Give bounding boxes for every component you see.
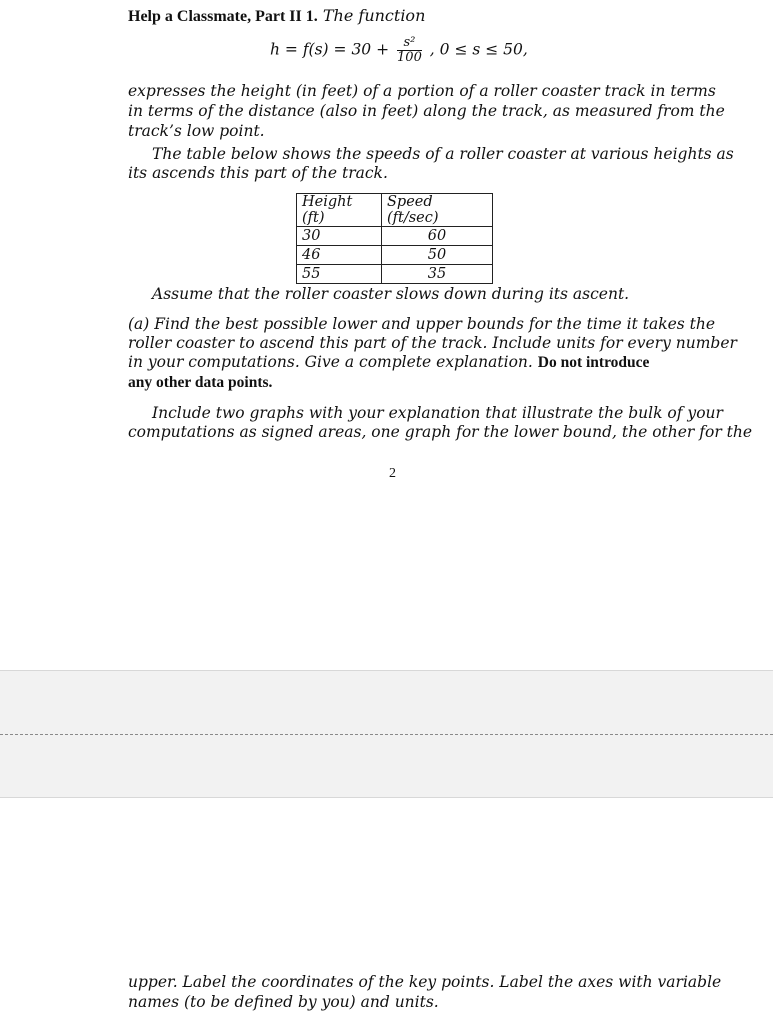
formula-numerator: s²	[397, 36, 422, 51]
paragraph1-line: track’s low point.	[128, 122, 265, 140]
table-header-row	[297, 194, 493, 227]
part-a-line: roller coaster to ascend this part of the track. Include units for every number	[128, 334, 737, 352]
table-header-height: Height (ft)	[297, 194, 382, 227]
table-row	[297, 265, 493, 284]
graphs-instruction-line: computations as signed areas, one graph for the lower bound, the other for the	[128, 423, 753, 441]
graphs-instruction-line: Include two graphs with your explanation that illustrate the bulk of your	[152, 404, 723, 422]
table-row	[297, 227, 493, 246]
assumption-text: Assume that the roller coaster slows down during its ascent.	[152, 285, 630, 303]
formula-denominator: 100	[397, 50, 422, 65]
page-break-gap	[0, 670, 773, 735]
table-cell-speed: 35	[382, 265, 493, 284]
table-cell-height: 55	[297, 265, 382, 284]
paragraph1-line: expresses the height (in feet) of a portion of a roller coaster track in terms	[128, 82, 716, 100]
paragraph1-line: in terms of the distance (also in feet) along the track, as measured from the	[128, 102, 725, 120]
table-row	[297, 246, 493, 265]
continuation-line: names (to be defined by you) and units.	[128, 993, 439, 1011]
part-a-line	[128, 353, 668, 372]
table-header-speed: Speed (ft/sec)	[382, 194, 493, 227]
formula-fraction	[397, 36, 422, 65]
formula-rhs: , 0 ≤ s ≤ 50,	[429, 40, 528, 59]
continuation-line: upper. Label the coordinates of the key points. Label the axes with variable	[128, 973, 722, 991]
height-speed-table	[296, 193, 493, 284]
part-a-bold: Do not introduce	[537, 354, 650, 371]
table-cell-speed: 60	[382, 227, 493, 246]
formula-lhs: h = f(s) = 30 +	[270, 40, 390, 59]
paragraph2-line: its ascends this part of the track.	[128, 164, 388, 182]
table-cell-height: 46	[297, 246, 382, 265]
part-a-bold-line: any other data points.	[128, 374, 273, 391]
heading-italic: The function	[322, 6, 426, 25]
part-a-text: in your computations. Give a complete explanation.	[128, 353, 533, 371]
page-break-gap	[0, 735, 773, 798]
problem-heading	[128, 6, 668, 26]
heading-bold: Help a Classmate, Part II 1.	[128, 8, 318, 25]
paragraph2-line: The table below shows the speeds of a roller coaster at various heights as	[152, 145, 734, 163]
page-number: 2	[389, 466, 396, 481]
table-cell-height: 30	[297, 227, 382, 246]
part-a-line: (a) Find the best possible lower and upper bounds for the time it takes the	[128, 315, 716, 333]
table-cell-speed: 50	[382, 246, 493, 265]
height-formula	[270, 36, 528, 65]
